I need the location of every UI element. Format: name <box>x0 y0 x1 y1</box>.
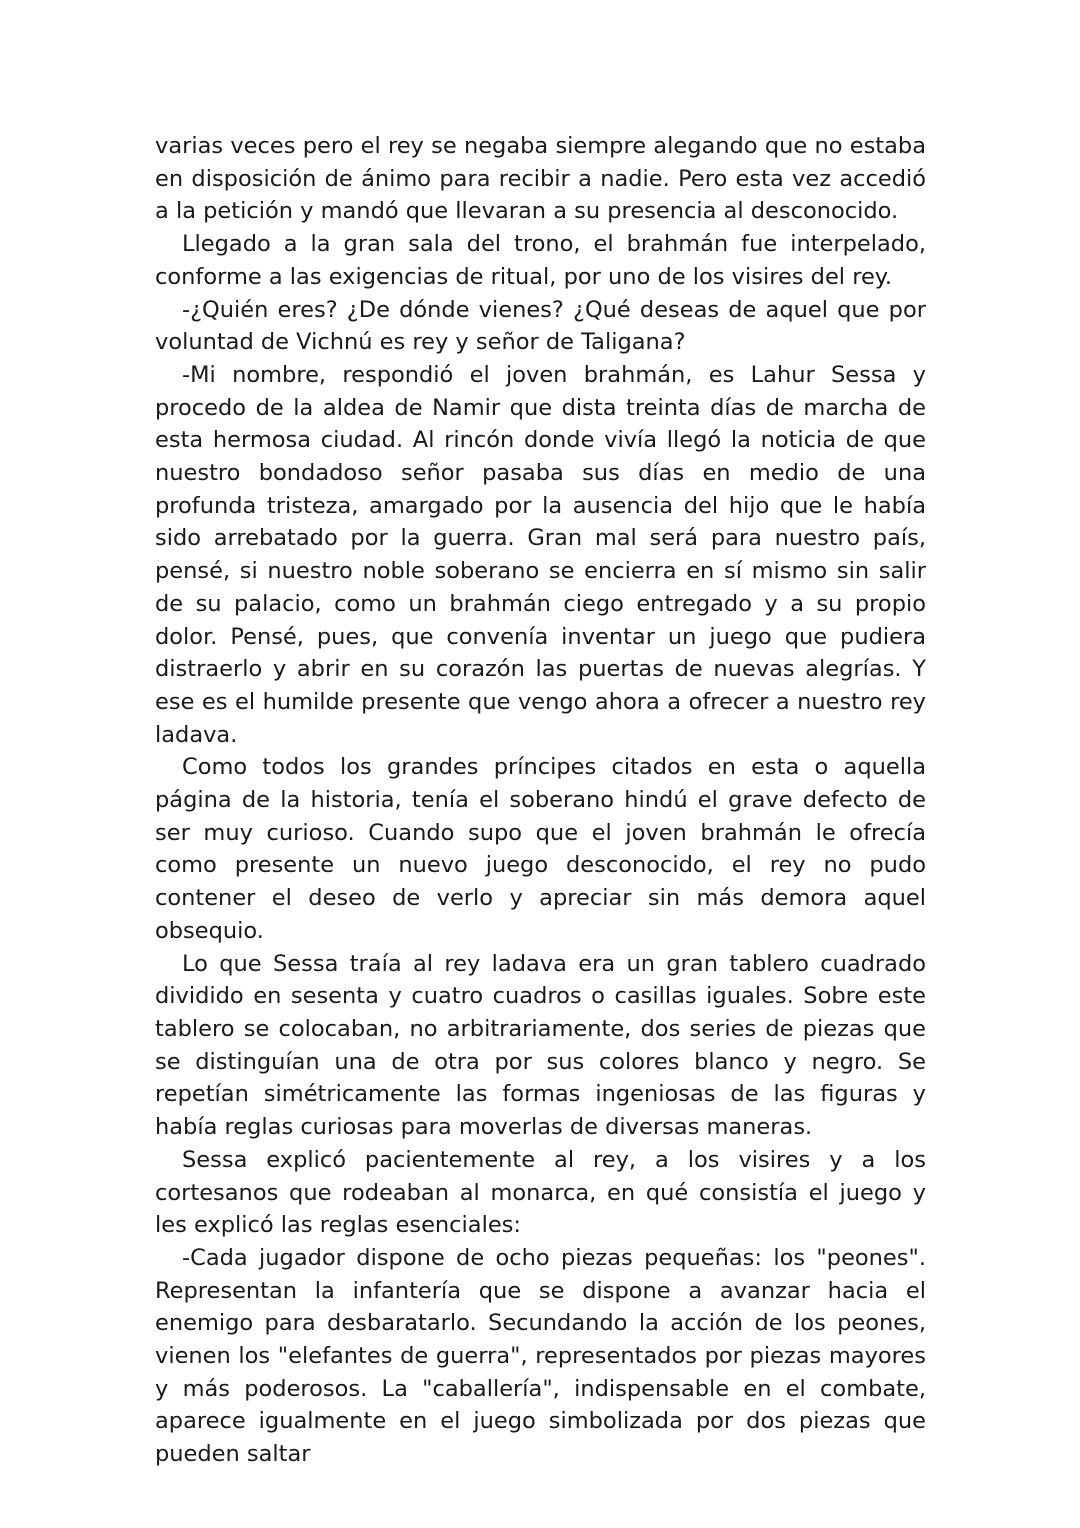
paragraph-3: -¿Quién eres? ¿De dónde vienes? ¿Qué deseas de aquel que por voluntad de Vichnú es rey y señor de Taligana? <box>155 296 926 356</box>
paragraph-2: Llegado a la gran sala del trono, el brahmán fue interpelado, conforme a las exigencias de ritual, por uno de los visires del rey. <box>155 231 926 290</box>
text-body <box>155 130 926 1471</box>
paragraph-5: Como todos los grandes príncipes citados en esta o aquella página de la historia, tenía el soberano hindú el grave defecto de ser muy curioso. Cuando supo que el joven brahmán le ofrecía como presente un nuevo juego desconocido, el rey no pudo contener el deseo de verlo y apreciar sin más demora aquel obsequio. <box>155 754 926 944</box>
paragraph-8: -Cada jugador dispone de ocho piezas pequeñas: los "peones". Representan la infantería que se dispone a avanzar hacia el enemigo para desbaratarlo. Secundando la acción de los peones, vienen los "elefantes de guerra", representados por piezas mayores y más poderosos. La "caballería", indispensable en el combate, aparece igualmente en el juego simbolizada por dos piezas que pueden saltar <box>155 1244 926 1468</box>
paragraph-7: Sessa explicó pacientemente al rey, a los visires y a los cortesanos que rodeaban al monarca, en qué consistía el juego y les explicó las reglas esenciales: <box>155 1146 926 1239</box>
paragraph-6: Lo que Sessa traía al rey ladava era un gran tablero cuadrado dividido en sesenta y cuatro cuadros o casillas iguales. Sobre este tablero se colocaban, no arbitrariamente, dos series de piezas que se distinguían una de otra por sus colores blanco y negro. Se repetían simétricamente las formas ingeniosas de las figuras y había reglas curiosas para moverlas de diversas maneras. <box>155 950 926 1141</box>
paragraph-4: -Mi nombre, respondió el joven brahmán, es Lahur Sessa y procedo de la aldea de Namir que dista treinta días de marcha de esta hermosa ciudad. Al rincón donde vivía llegó la noticia de que nuestro bondadoso señor pasaba sus días en medio de una profunda tristeza, amargado por la ausencia del hijo que le había sido arrebatado por la guerra. Gran mal será para nuestro país, pensé, si nuestro noble soberano se encierra en sí mismo sin salir de su palacio, como un brahmán ciego entregado y a su propio dolor. Pensé, pues, que convenía inventar un juego que pudiera distraerlo y abrir en su corazón las puertas de nuevas alegrías. Y ese es el humilde presente que vengo ahora a ofrecer a nuestro rey ladava. <box>155 361 926 748</box>
paragraph-1: varias veces pero el rey se negaba siempre alegando que no estaba en disposición de ánimo para recibir a nadie. Pero esta vez accedió a la petición y mandó que llevaran a su presencia al desconocido. <box>155 133 926 225</box>
